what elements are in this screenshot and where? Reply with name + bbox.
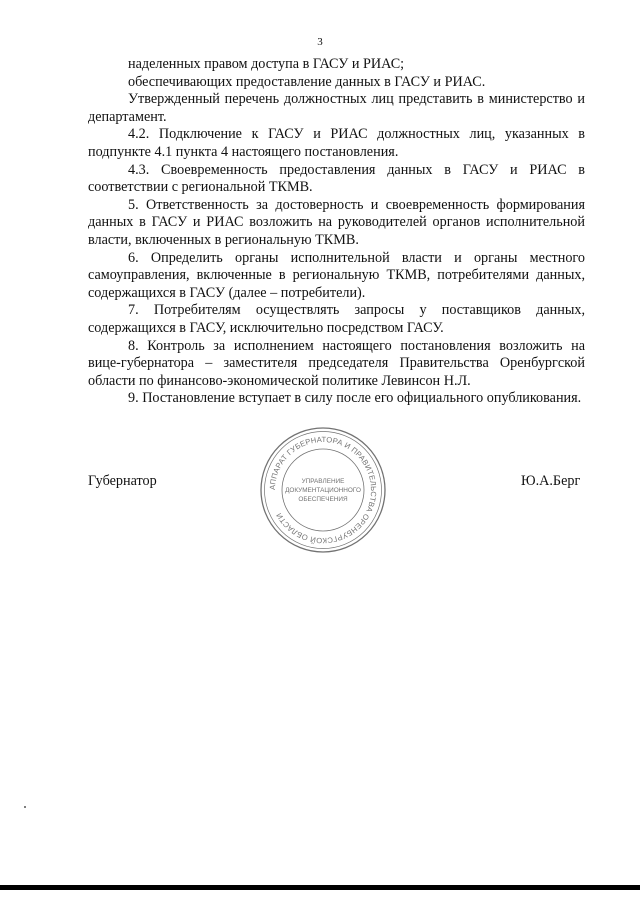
paragraph: 8. Контроль за исполнением настоящего постановления возложить на вице-губернатора – заместителя председателя Правительства Оренбургской области по финансово-экономической политике Левинсон Н.Л. [88, 337, 585, 389]
paragraph: 4.2. Подключение к ГАСУ и РИАС должностных лиц, указанных в подпункте 4.1 пункта 4 настоящего постановления. [88, 126, 585, 160]
seal-line-3: ОБЕСПЕЧЕНИЯ [298, 496, 348, 503]
bottom-rule [0, 885, 640, 890]
seal-line-1: УПРАВЛЕНИЕ [301, 478, 345, 485]
document-body [88, 56, 585, 408]
paragraph: 4.3. Своевременность предоставления данных в ГАСУ и РИАС в соответствии с региональной ТКМВ. [88, 161, 585, 196]
page-number: 3 [317, 36, 323, 48]
paragraph: наделенных правом доступа в ГАСУ и РИАС; [128, 56, 405, 72]
signatory-name: Ю.А.Берг [521, 473, 581, 489]
scan-speck [24, 806, 26, 808]
paragraph: 9. Постановление вступает в силу после его официального опубликования. [128, 390, 582, 407]
paragraph: 5. Ответственность за достоверность и своевременность формирования данных в ГАСУ и РИАС возложить на руководителей органов исполнительной власти, включенных в региональную ТКМВ. [88, 196, 585, 248]
seal-ring-text: АППАРАТ ГУБЕРНАТОРА И ПРАВИТЕЛЬСТВА ОРЕНБУРГСКОЙ ОБЛАСТИ [267, 434, 379, 546]
paragraph: обеспечивающих предоставление данных в ГАСУ и РИАС. [128, 73, 486, 90]
paragraph: Утвержденный перечень должностных лиц представить в министерство и департамент. [88, 91, 585, 125]
paragraph: 6. Определить органы исполнительной власти и органы местного самоуправления, включенные в региональную ТКМВ, потребителями данных, содержащихся в ГАСУ (далее – потребители). [88, 249, 585, 301]
official-seal [258, 425, 388, 555]
paragraph: 7. Потребителям осуществлять запросы у поставщиков данных, содержащихся в ГАСУ, исключительно посредством ГАСУ. [88, 302, 585, 336]
seal-line-2: ДОКУМЕНТАЦИОННОГО [285, 487, 361, 494]
signatory-title: Губернатор [88, 473, 157, 489]
